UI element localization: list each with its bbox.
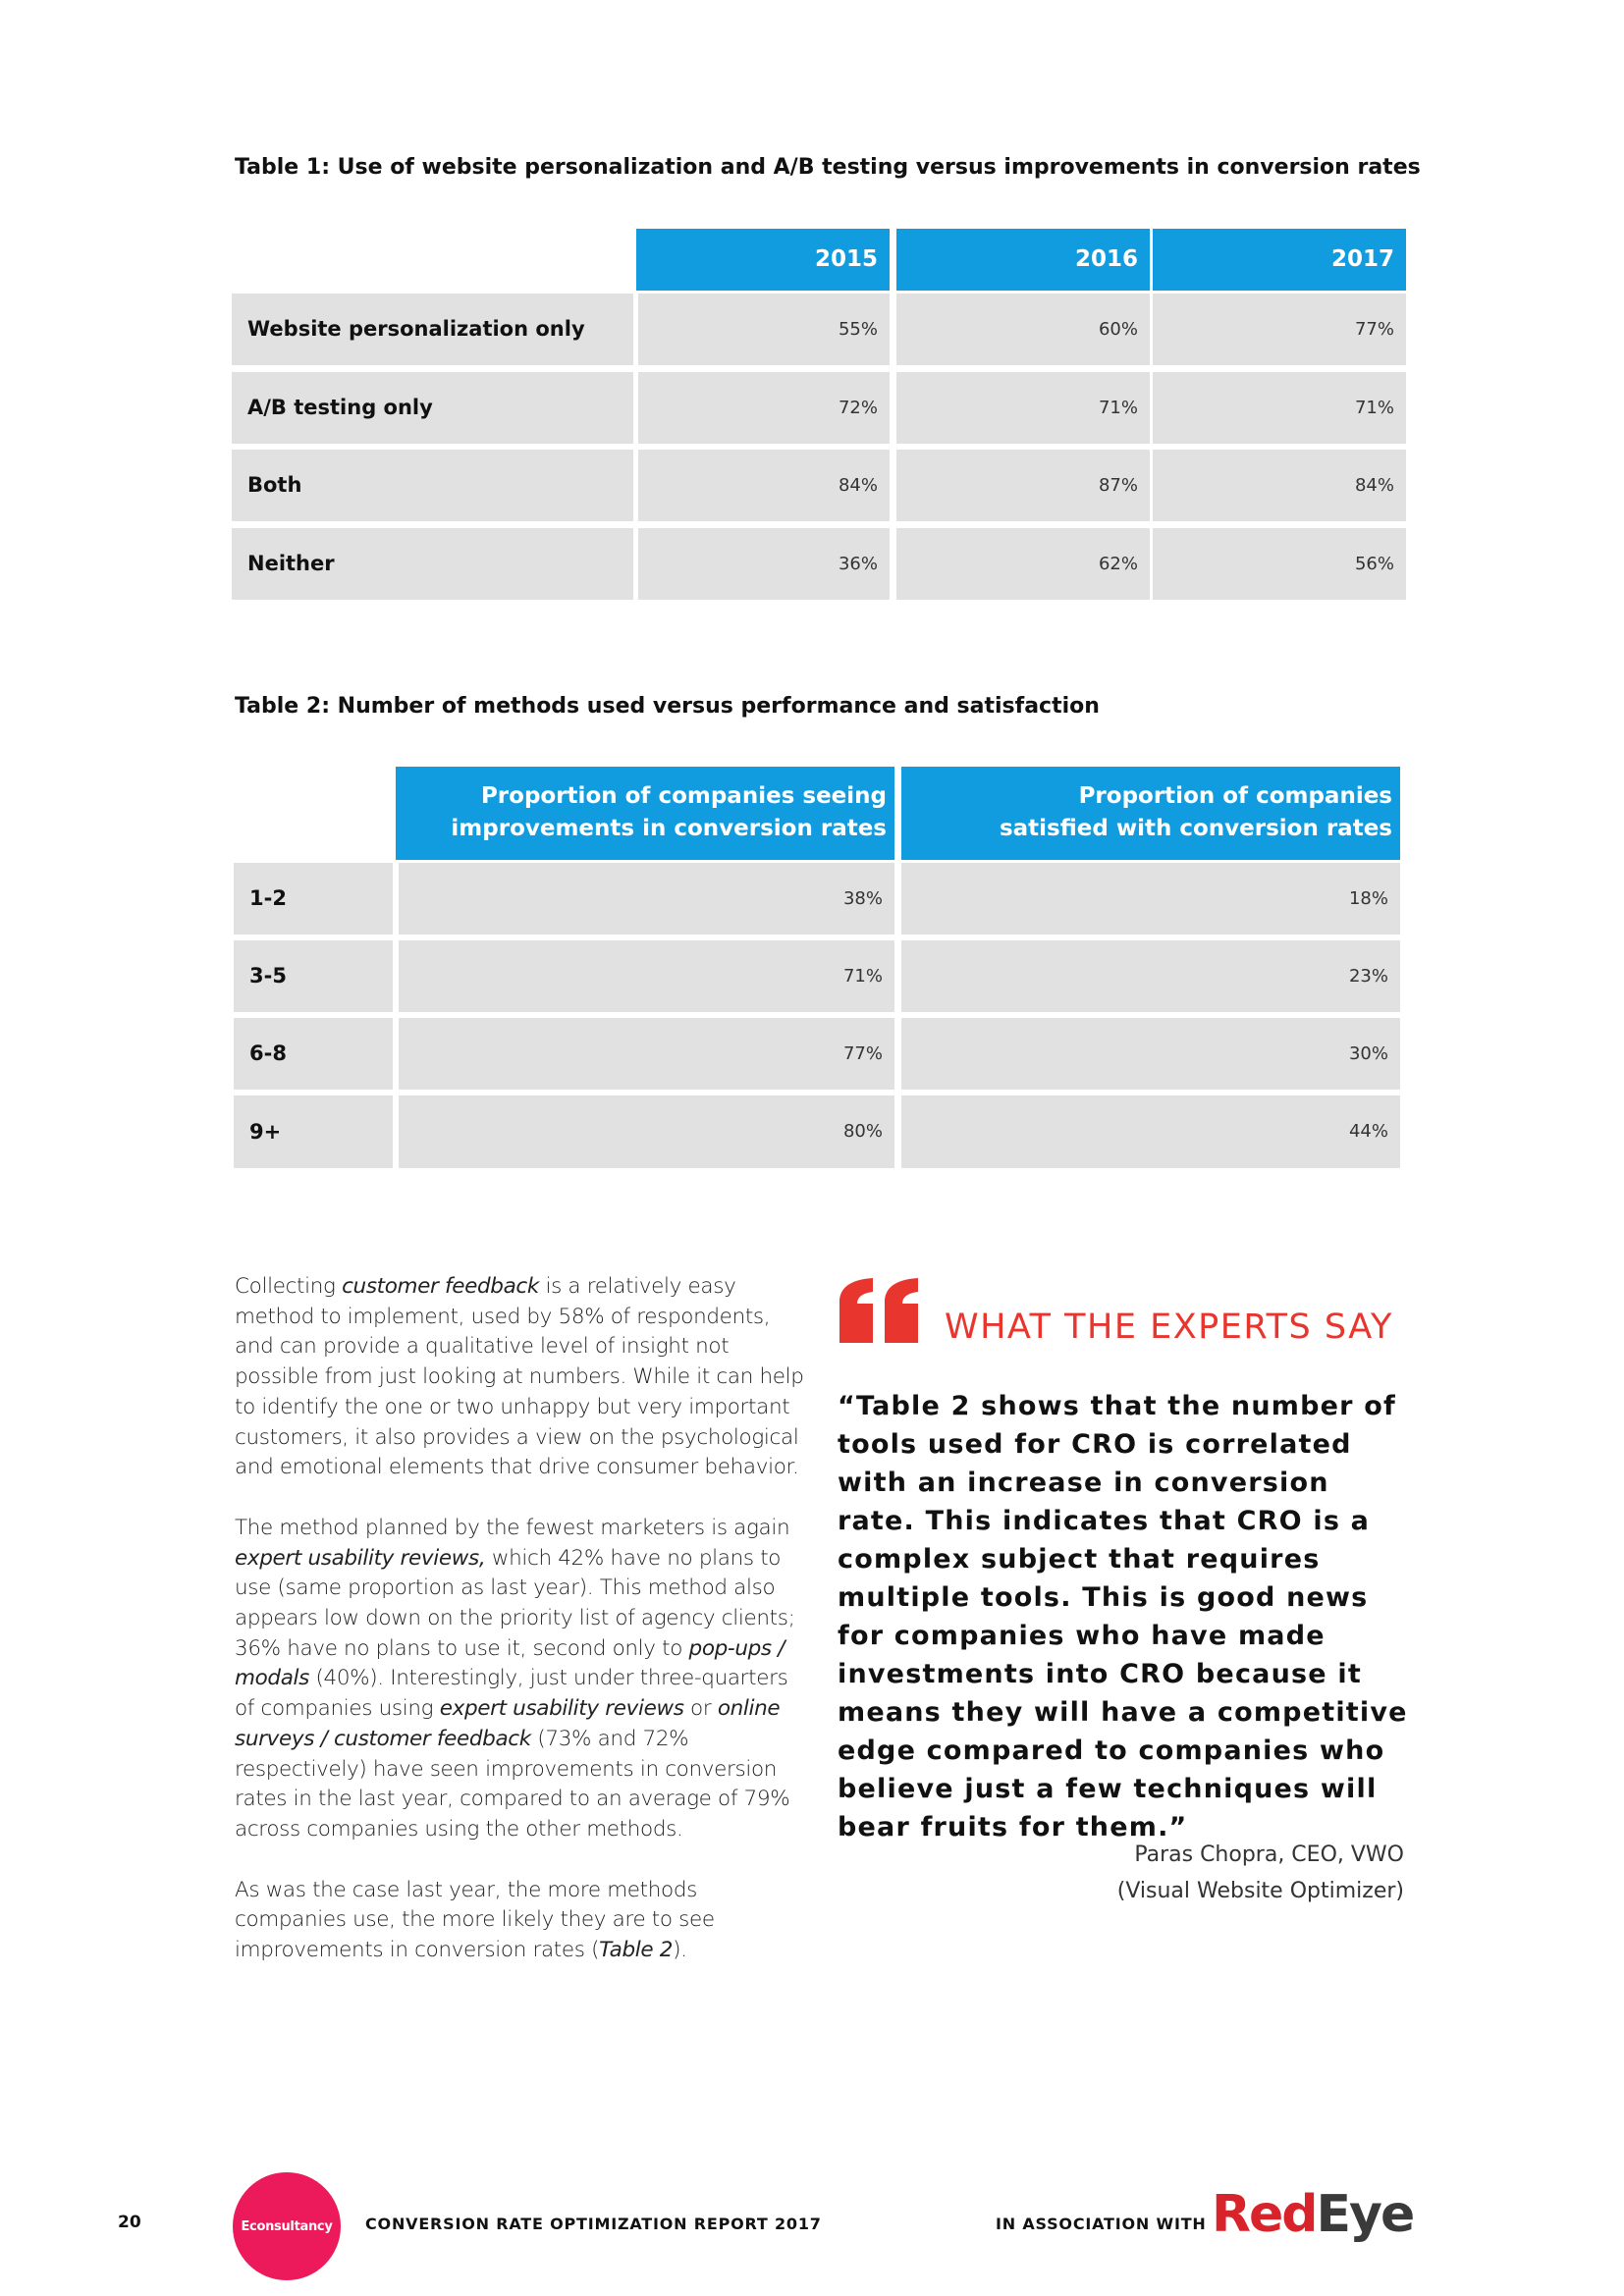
text-run: which 42% have no plans to use (same proportion as last year). This method also appears low down on the priority list of agency clients; 36% have no plans to use it, second only to (235, 1545, 795, 1661)
table2-row-label: 1-2 (234, 863, 393, 934)
italic-run: expert usability reviews (439, 1696, 684, 1722)
table2-cell: 38% (399, 863, 894, 934)
expert-quote: “Table 2 shows that the number of tools used for CRO is correlated with an increase in conversion rate. This indicates that CRO is a complex subject that requires multiple tools. This is good news for companies who have made investments into CRO because it means they will have a competitive edge compared to companies who believe just a few techniques will bear fruits for them.” (838, 1391, 1408, 1842)
table1-row-label: Website personalization only (232, 294, 633, 365)
experts-heading: WHAT THE EXPERTS SAY (945, 1308, 1393, 1347)
table2-cell: 80% (399, 1095, 894, 1168)
text-run: (73% and 72% respectively) have seen improvements in conversion rates in the last year, compared to an average of 79% across companies using the other methods. (235, 1726, 790, 1842)
table1-cell: 55% (638, 294, 890, 365)
text-run: ). (673, 1938, 687, 1963)
quote-mark-icon (838, 1276, 924, 1345)
header-line: satisfied with conversion rates (999, 816, 1392, 841)
table1-row-label: Both (232, 450, 633, 521)
text-run: As was the case last year, the more methods companies use, the more likely they are to see improvements in conversion rates ( (235, 1877, 715, 1963)
text-run: is a relatively easy method to implement, used by 58% of respondents, and can provide a qualitative level of insight not possible from just looking at numbers. While it can help to identify the one or two unhappy but very important customers, it also provides a view on the psychological and emotional elements that drive consumer behavior. (235, 1274, 804, 1480)
table1-cell: 71% (896, 372, 1150, 444)
expert-attribution (982, 1837, 1404, 1909)
header-line: improvements in conversion rates (451, 816, 887, 841)
page-number: 20 (118, 2213, 141, 2232)
body-paragraph (235, 1272, 804, 1483)
table2-header-improvements (396, 767, 894, 860)
table1-header-2016: 2016 (896, 229, 1150, 291)
table1-cell: 60% (896, 294, 1150, 365)
table1-cell: 72% (638, 372, 890, 444)
table2-cell: 23% (901, 940, 1400, 1012)
table1-cell: 87% (896, 450, 1150, 521)
table1-cell: 62% (896, 528, 1150, 600)
table1-cell: 77% (1153, 294, 1406, 365)
table2-row-label: 9+ (234, 1095, 393, 1168)
italic-run: pop-ups / modals (235, 1635, 785, 1691)
text-run: (40%). Interestingly, just under three-quarters of companies using (235, 1666, 788, 1722)
table1-row-label: A/B testing only (232, 372, 633, 444)
italic-run: Table 2 (599, 1938, 674, 1963)
table1-header-2017: 2017 (1153, 229, 1406, 291)
report-title: CONVERSION RATE OPTIMIZATION REPORT 2017 (365, 2215, 822, 2233)
italic-run: expert usability reviews, (235, 1545, 486, 1571)
table2-row-label: 3-5 (234, 940, 393, 1012)
table1-cell: 84% (1153, 450, 1406, 521)
header-line: Proportion of companies (1078, 783, 1392, 809)
association-label: IN ASSOCIATION WITH (996, 2215, 1207, 2233)
table1-header-2015: 2015 (636, 229, 890, 291)
body-text-column (235, 1272, 804, 1997)
body-paragraph (235, 1876, 804, 1966)
text-run: Collecting (235, 1274, 343, 1299)
table1-cell: 71% (1153, 372, 1406, 444)
table2-cell: 71% (399, 940, 894, 1012)
redeye-logo-dark: Eye (1316, 2185, 1414, 2244)
table2-title: Table 2: Number of methods used versus performance and satisfaction (235, 694, 1100, 719)
text-run: or (683, 1696, 718, 1722)
italic-run: online surveys / customer feedback (235, 1696, 781, 1751)
table2-cell: 18% (901, 863, 1400, 934)
table1-title: Table 1: Use of website personalization and A/B testing versus improvements in conversion rates (235, 155, 1421, 180)
attribution-name: Paras Chopra, CEO, VWO (1134, 1842, 1404, 1867)
econsultancy-logo-text: Econsultancy (241, 2218, 333, 2234)
body-paragraph (235, 1514, 804, 1845)
table2-cell: 77% (399, 1018, 894, 1090)
econsultancy-logo (233, 2172, 341, 2280)
table2-row-label: 6-8 (234, 1018, 393, 1090)
redeye-logo (1212, 2185, 1413, 2244)
table2-cell: 30% (901, 1018, 1400, 1090)
attribution-org: (Visual Website Optimizer) (1116, 1879, 1404, 1903)
table1-cell: 36% (638, 528, 890, 600)
table1-cell: 56% (1153, 528, 1406, 600)
table2-cell: 44% (901, 1095, 1400, 1168)
table2-header-satisfied (901, 767, 1400, 860)
table1-cell: 84% (638, 450, 890, 521)
header-line: Proportion of companies seeing (480, 783, 887, 809)
text-run: The method planned by the fewest marketers is again (235, 1515, 790, 1540)
redeye-logo-red: Red (1212, 2185, 1317, 2244)
table1-row-label: Neither (232, 528, 633, 600)
italic-run: customer feedback (342, 1274, 539, 1299)
